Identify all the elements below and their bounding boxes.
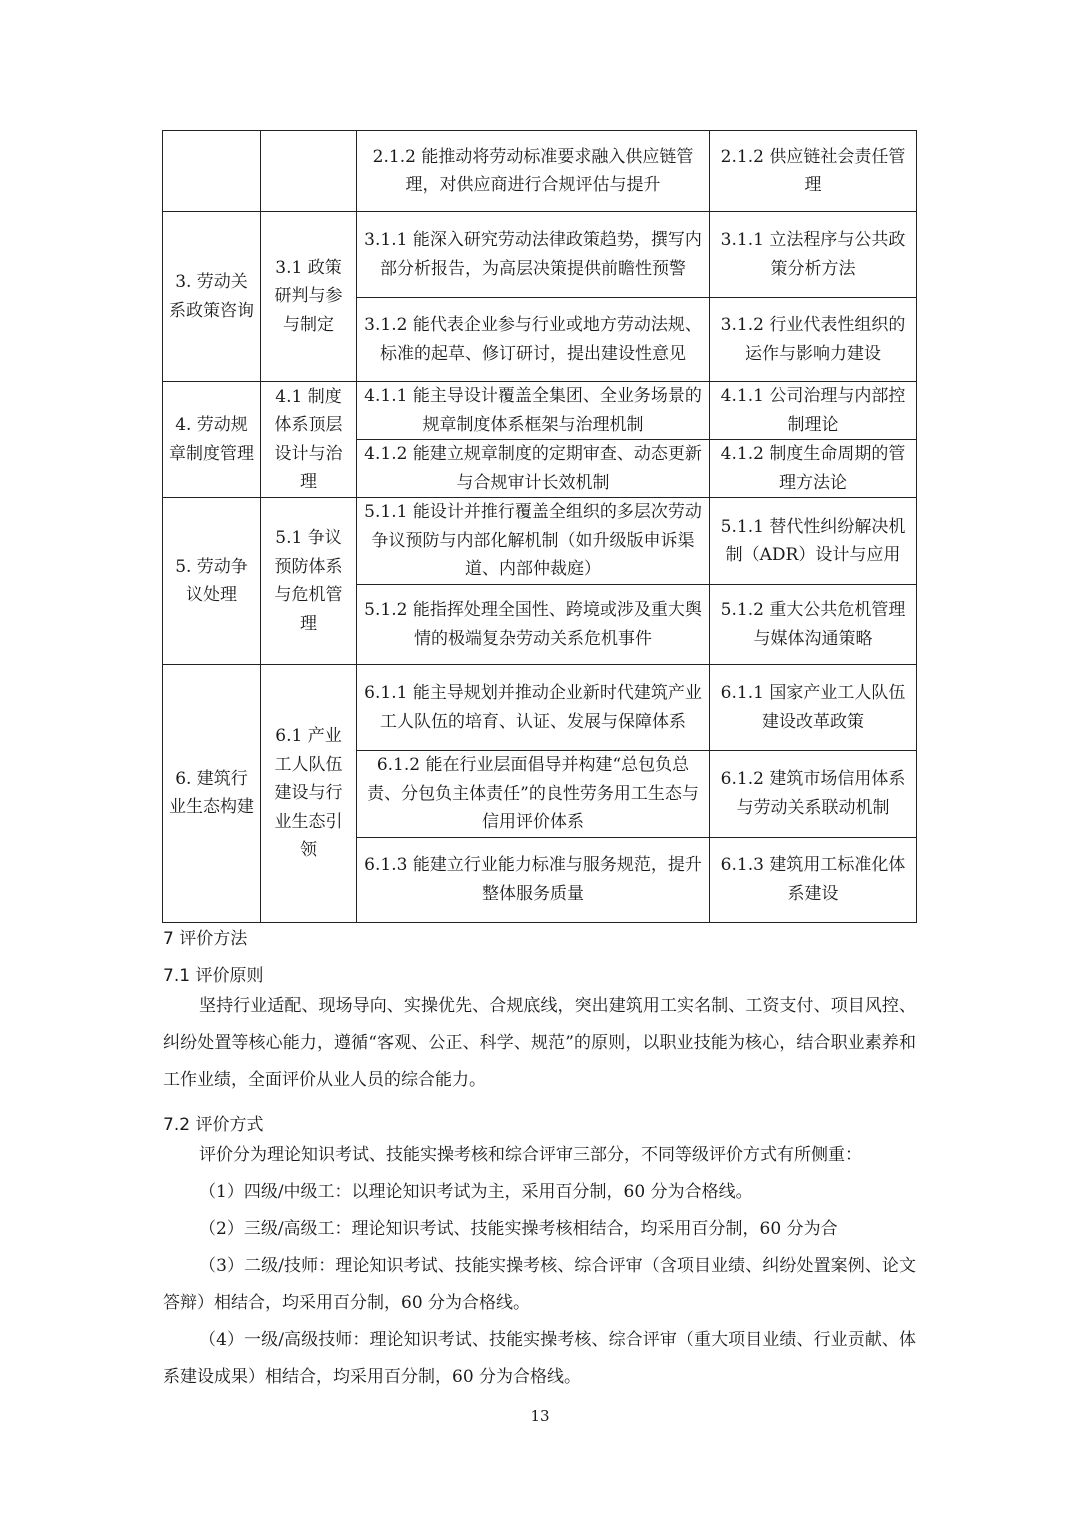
table-cell-category: 6. 建筑行业生态构建 xyxy=(163,665,261,923)
table-cell-skill: 4.1.1 能主导设计覆盖全集团、全业务场景的规章制度体系框架与治理机制 xyxy=(357,382,710,440)
section-7-1-title: 7.1 评价原则 xyxy=(163,966,264,986)
table-cell-unit: 6.1 产业工人队伍建设与行业生态引领 xyxy=(261,665,357,923)
table-row xyxy=(163,212,917,298)
table-cell-unit: 5.1 争议预防体系与危机管理 xyxy=(261,498,357,665)
table-cell-knowledge: 6.1.3 建筑用工标准化体系建设 xyxy=(710,837,917,922)
table-row xyxy=(163,382,917,440)
table-cell-category: 3. 劳动关系政策咨询 xyxy=(163,212,261,382)
section-7-2-item-4: （4）一级/高级技师：理论知识考试、技能实操考核、综合评审（重大项目业绩、行业贡献、体系建设成果）相结合，均采用百分制，60 分为合格线。 xyxy=(163,1330,916,1387)
section-7-2-title: 7.2 评价方式 xyxy=(163,1115,264,1135)
section-7-2-item-3: （3）二级/技师：理论知识考试、技能实操考核、综合评审（含项目业绩、纠纷处置案例、论文答辩）相结合，均采用百分制，60 分为合格线。 xyxy=(163,1256,916,1313)
table-cell-skill: 3.1.2 能代表企业参与行业或地方劳动法规、标准的起草、修订研讨，提出建设性意见 xyxy=(357,298,710,382)
table-cell-skill: 6.1.1 能主导规划并推动企业新时代建筑产业工人队伍的培育、认证、发展与保障体系 xyxy=(357,665,710,751)
table-cell-category: 4. 劳动规章制度管理 xyxy=(163,382,261,498)
table-row xyxy=(163,498,917,585)
table-cell-knowledge: 6.1.1 国家产业工人队伍建设改革政策 xyxy=(710,665,917,751)
table-cell-category xyxy=(163,131,261,212)
table-row xyxy=(163,131,917,212)
table-cell-knowledge: 3.1.2 行业代表性组织的运作与影响力建设 xyxy=(710,298,917,382)
table-cell-skill: 5.1.2 能指挥处理全国性、跨境或涉及重大舆情的极端复杂劳动关系危机事件 xyxy=(357,585,710,665)
section-7-2-item-2: （2）三级/高级工：理论知识考试、技能实操考核相结合，均采用百分制，60 分为合 xyxy=(199,1219,838,1239)
table-cell-skill: 2.1.2 能推动将劳动标准要求融入供应链管理，对供应商进行合规评估与提升 xyxy=(357,131,710,212)
section-7-2-intro: 评价分为理论知识考试、技能实操考核和综合评审三部分，不同等级评价方式有所侧重： xyxy=(199,1145,862,1165)
page-number: 13 xyxy=(530,1407,550,1425)
table-cell-knowledge: 5.1.2 重大公共危机管理与媒体沟通策略 xyxy=(710,585,917,665)
table-cell-category: 5. 劳动争议处理 xyxy=(163,498,261,665)
section-7-1-paragraph: 坚持行业适配、现场导向、实操优先、合规底线，突出建筑用工实名制、工资支付、项目风控、纠纷处置等核心能力，遵循“客观、公正、科学、规范”的原则，以职业技能为核心，结合职业素养和工作业绩，全面评价从业人员的综合能力。 xyxy=(163,996,916,1090)
table-cell-unit: 3.1 政策研判与参与制定 xyxy=(261,212,357,382)
table-cell-knowledge: 6.1.2 建筑市场信用体系与劳动关系联动机制 xyxy=(710,751,917,838)
table-cell-knowledge: 4.1.1 公司治理与内部控制理论 xyxy=(710,382,917,440)
table-cell-knowledge: 3.1.1 立法程序与公共政策分析方法 xyxy=(710,212,917,298)
table-cell-knowledge: 4.1.2 制度生命周期的管理方法论 xyxy=(710,440,917,498)
table-cell-skill: 5.1.1 能设计并推行覆盖全组织的多层次劳动争议预防与内部化解机制（如升级版申诉渠道、内部仲裁庭） xyxy=(357,498,710,585)
table-cell-skill: 6.1.2 能在行业层面倡导并构建“总包负总责、分包负主体责任”的良性劳务用工生态与信用评价体系 xyxy=(357,751,710,838)
table-cell-knowledge: 5.1.1 替代性纠纷解决机制（ADR）设计与应用 xyxy=(710,498,917,585)
table-cell-unit: 4.1 制度体系顶层设计与治理 xyxy=(261,382,357,498)
table-row xyxy=(163,665,917,751)
table-cell-skill: 4.1.2 能建立规章制度的定期审查、动态更新与合规审计长效机制 xyxy=(357,440,710,498)
table-cell-unit xyxy=(261,131,357,212)
table-cell-knowledge: 2.1.2 供应链社会责任管理 xyxy=(710,131,917,212)
section-7-2-item-1: （1）四级/中级工：以理论知识考试为主，采用百分制，60 分为合格线。 xyxy=(199,1182,753,1202)
competency-table xyxy=(162,130,917,923)
section-7-title: 7 评价方法 xyxy=(163,929,248,949)
table-cell-skill: 6.1.3 能建立行业能力标准与服务规范，提升整体服务质量 xyxy=(357,837,710,922)
table-cell-skill: 3.1.1 能深入研究劳动法律政策趋势，撰写内部分析报告，为高层决策提供前瞻性预警 xyxy=(357,212,710,298)
